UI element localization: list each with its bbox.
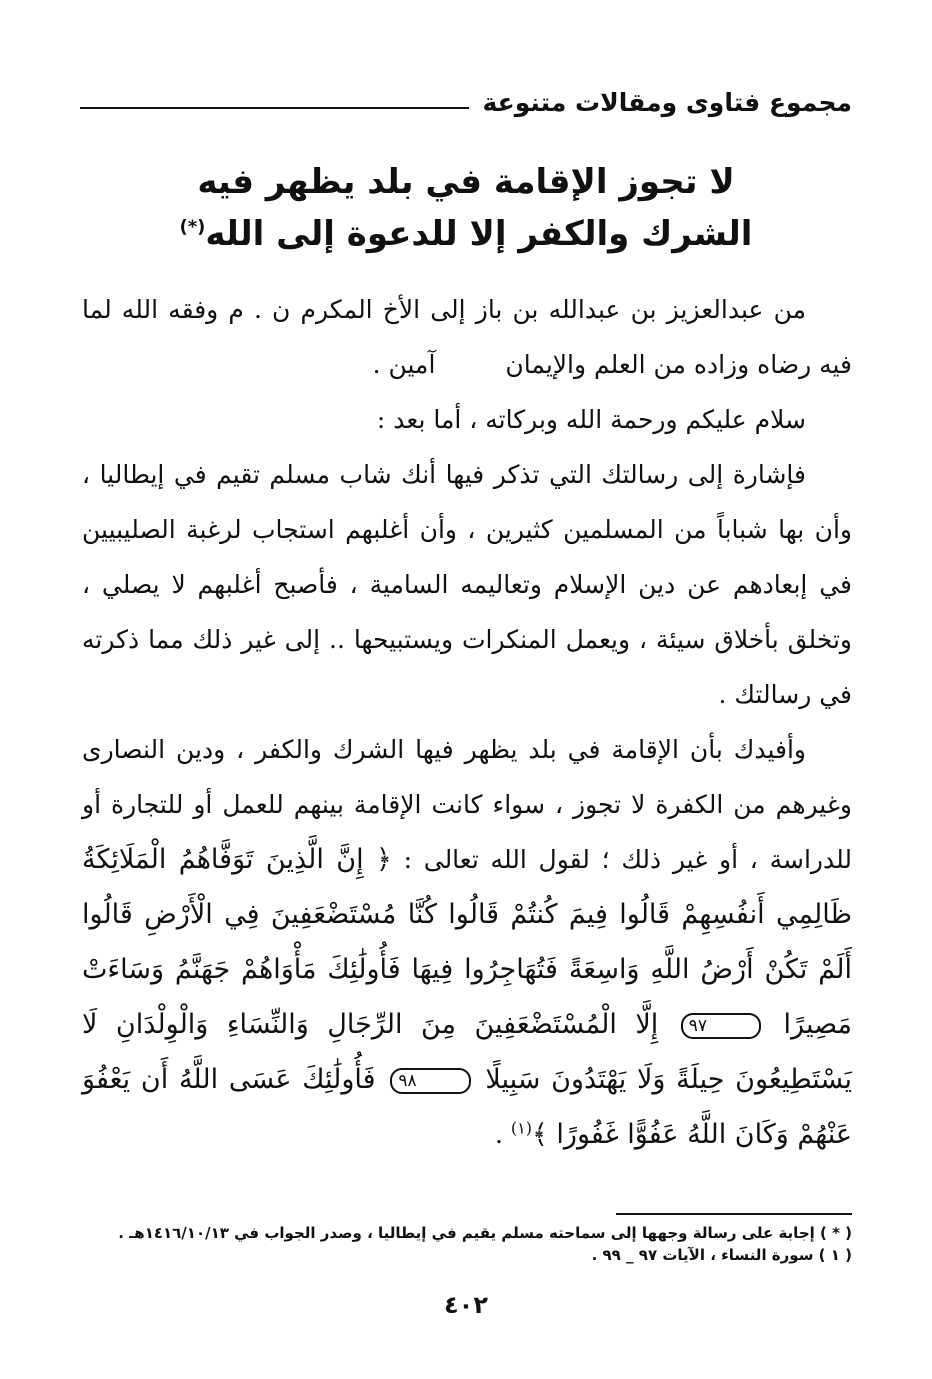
footnote-1: ( ١ ) سورة النساء ، الآيات ٩٧ _ ٩٩ . [591,1246,852,1264]
page-number: ٤٠٢ [444,1291,488,1319]
letter-opening-line: من عبدالعزيز بن عبدالله بن باز إلى الأخ المكرم ن . م وفقه الله لما فيه رضاه وزاده من العلم والإيمان [82,295,852,379]
quran-verse-97: إِنَّ الَّذِينَ تَوَفَّاهُمُ الْمَلَائِكَةُ ظَالِمِي أَنفُسِهِمْ قَالُوا فِيمَ كُنتُمْ قَالُوا كُنَّا مُسْتَضْعَفِينَ فِي الْأَرْضِ قَالُوا أَلَمْ تَكُنْ أَرْضُ اللَّهِ وَاسِعَةً فَتُهَاجِرُوا فِيهَا فَأُولَٰئِكَ مَأْوَاهُمْ جَهَنَّمُ وَسَاءَتْ مَصِيرًا [82,844,852,1040]
running-header-title: مجموع فتاوى ومقالات متنوعة [482,87,852,117]
closing-dot: . [495,1120,503,1149]
quran-verse-99: فَأُولَٰئِكَ عَسَى اللَّهُ أَن يَعْفُوَ عَنْهُمْ وَكَانَ اللَّهُ عَفُوًّا غَفُورًا [82,1064,852,1150]
running-header-rule [80,107,469,109]
letter-body [82,282,852,1162]
quran-verse-98: إِلَّا الْمُسْتَضْعَفِينَ مِنَ الرِّجَالِ وَالنِّسَاءِ وَالْوِلْدَانِ لَا يَسْتَطِيعُونَ حِيلَةً وَلَا يَهْتَدُونَ سَبِيلًا [82,1009,853,1095]
chapter-title-line-1: لا تجوز الإقامة في بلد يظهر فيه [197,162,735,202]
letter-opening [82,282,852,392]
paragraph-2-intro: وأفيدك بأن الإقامة في بلد يظهر فيها الشرك والكفر ، ودين النصارى وغيرهم من الكفرة لا تجوز ، سواء كانت الإقامة بينهم للعمل أو للتجارة أو للدراسة ، أو غير ذلك ؛ لقول الله تعالى : [82,735,852,874]
chapter-footnote-mark: (*) [179,216,206,238]
letter-opening-amen: آمين . [372,350,436,379]
quran-open-bracket: ﴿ [375,844,392,875]
ayah-number-97: ٩٧ [681,1013,761,1039]
letter-salutation: سلام عليكم ورحمة الله وبركاته ، أما بعد : [376,405,806,434]
footnotes [82,1222,852,1266]
chapter-title-line-2-text: الشرك والكفر إلا للدعوة إلى الله [205,214,753,254]
footnote-ref-1: (١) [510,1118,532,1138]
letter-paragraph-1: فإشارة إلى رسالتك التي تذكر فيها أنك شاب مسلم تقيم في إيطاليا ، وأن بها شباباً من المسلمين كثيرين ، وأن أغلبهم استجاب لرغبة الصليبيين في إبعادهم عن دين الإسلام وتعاليمه السامية ، فأصبح أغلبهم لا يصلي ، وتخلق بأخلاق سيئة ، ويعمل المنكرات ويستبيحها .. إلى غير ذلك مما ذكرته في رسالتك . [82,460,852,709]
letter-paragraph-2 [82,722,852,1162]
chapter-title [0,156,932,260]
ayah-number-98: ٩٨ [390,1068,470,1094]
footnote-separator [616,1213,852,1215]
running-header [80,84,852,120]
chapter-title-line-2 [0,208,932,260]
quran-quote [82,844,852,1150]
quran-close-bracket: ﴾ [532,1119,548,1150]
footnote-star: ( * ) إجابة على رسالة وجهها إلى سماحته مسلم يقيم في إيطاليا ، وصدر الجواب في ١٤١٦/١٠/١٣هـ . [118,1224,852,1242]
